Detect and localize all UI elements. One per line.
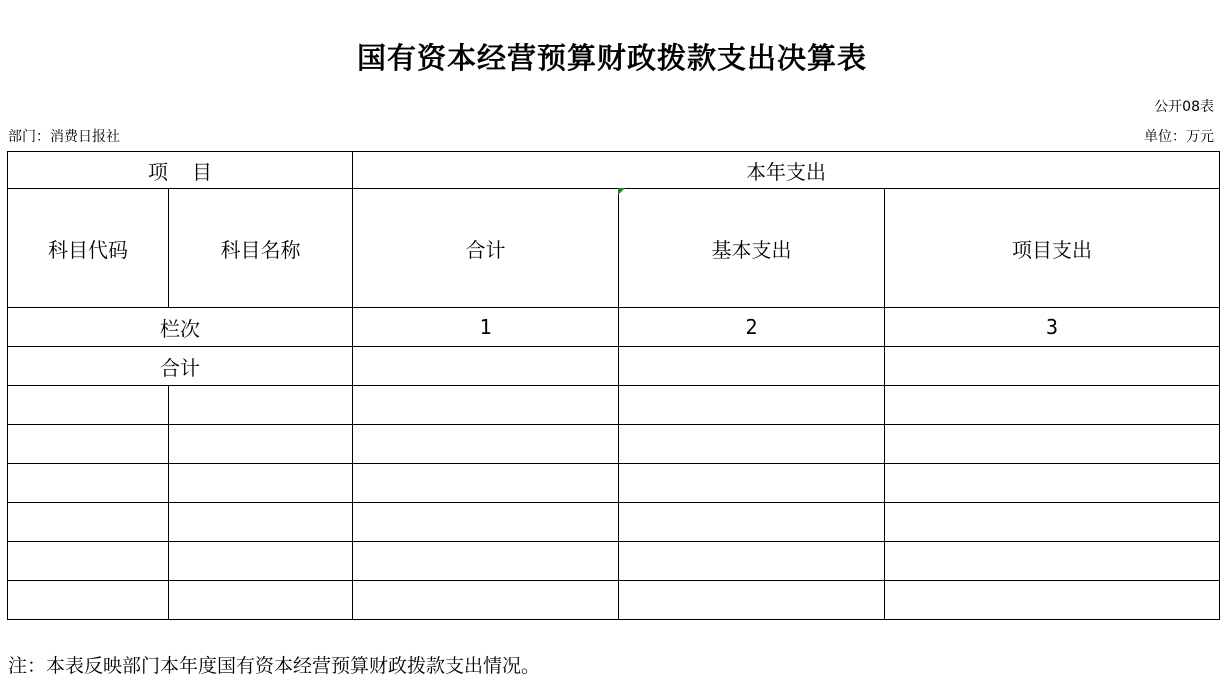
col-total-header: 合计 [353, 189, 619, 308]
col-code-header: 科目代码 [8, 189, 169, 308]
table-cell[interactable] [353, 425, 619, 464]
table-cell[interactable] [8, 503, 169, 542]
table-cell[interactable] [619, 503, 885, 542]
table-cell[interactable] [353, 386, 619, 425]
table-cell[interactable] [885, 581, 1220, 620]
table-row [8, 425, 1220, 464]
table-cell[interactable] [619, 581, 885, 620]
lanci-row [8, 308, 1220, 347]
table-cell[interactable] [619, 464, 885, 503]
department-label: 部门：消费日报社 [8, 129, 120, 145]
table-cell[interactable] [169, 542, 353, 581]
footnote: 注：本表反映部门本年度国有资本经营预算财政拨款支出情况。 [8, 655, 541, 677]
table-cell[interactable] [353, 503, 619, 542]
total-label: 合计 [8, 347, 353, 386]
table-cell[interactable] [353, 581, 619, 620]
lanci-value: 3 [885, 308, 1220, 347]
table-cell[interactable] [169, 503, 353, 542]
table-cell[interactable] [885, 425, 1220, 464]
header-year-expense-cell: 本年支出 [353, 152, 1220, 189]
col-name-header: 科目名称 [169, 189, 353, 308]
lanci-value: 2 [619, 308, 885, 347]
expenditure-table [7, 151, 1220, 620]
cell-comment-marker [618, 188, 625, 195]
table-cell[interactable] [169, 581, 353, 620]
total-cell[interactable] [885, 347, 1220, 386]
blank-rows [8, 386, 1220, 620]
page-title: 国有资本经营预算财政拨款支出决算表 [356, 41, 867, 75]
header-item-cell: 项目 [8, 152, 353, 189]
table-cell[interactable] [8, 542, 169, 581]
col-basic-header: 基本支出 [619, 189, 885, 308]
table-cell[interactable] [885, 464, 1220, 503]
table-row [8, 464, 1220, 503]
table-cell[interactable] [885, 503, 1220, 542]
table-cell[interactable] [8, 386, 169, 425]
table-cell[interactable] [353, 464, 619, 503]
form-number: 公开08表 [1154, 99, 1214, 115]
table-cell[interactable] [885, 386, 1220, 425]
total-cell[interactable] [619, 347, 885, 386]
table-cell[interactable] [8, 464, 169, 503]
table-cell[interactable] [8, 425, 169, 464]
table-row [8, 503, 1220, 542]
total-row [8, 347, 1220, 386]
table-row [8, 386, 1220, 425]
col-project-header: 项目支出 [885, 189, 1220, 308]
unit-label: 单位：万元 [1144, 129, 1214, 145]
table-row [8, 542, 1220, 581]
table-cell[interactable] [169, 464, 353, 503]
table-row [8, 581, 1220, 620]
table-cell[interactable] [8, 581, 169, 620]
lanci-value: 1 [353, 308, 619, 347]
total-cell[interactable] [353, 347, 619, 386]
table-cell[interactable] [619, 542, 885, 581]
table-header-row [8, 152, 1220, 189]
table-subheader-row [8, 189, 1220, 308]
table-cell[interactable] [169, 425, 353, 464]
lanci-label: 栏次 [8, 308, 353, 347]
table-cell[interactable] [353, 542, 619, 581]
table-cell[interactable] [619, 386, 885, 425]
table-cell[interactable] [885, 542, 1220, 581]
table-cell[interactable] [619, 425, 885, 464]
table-cell[interactable] [169, 386, 353, 425]
